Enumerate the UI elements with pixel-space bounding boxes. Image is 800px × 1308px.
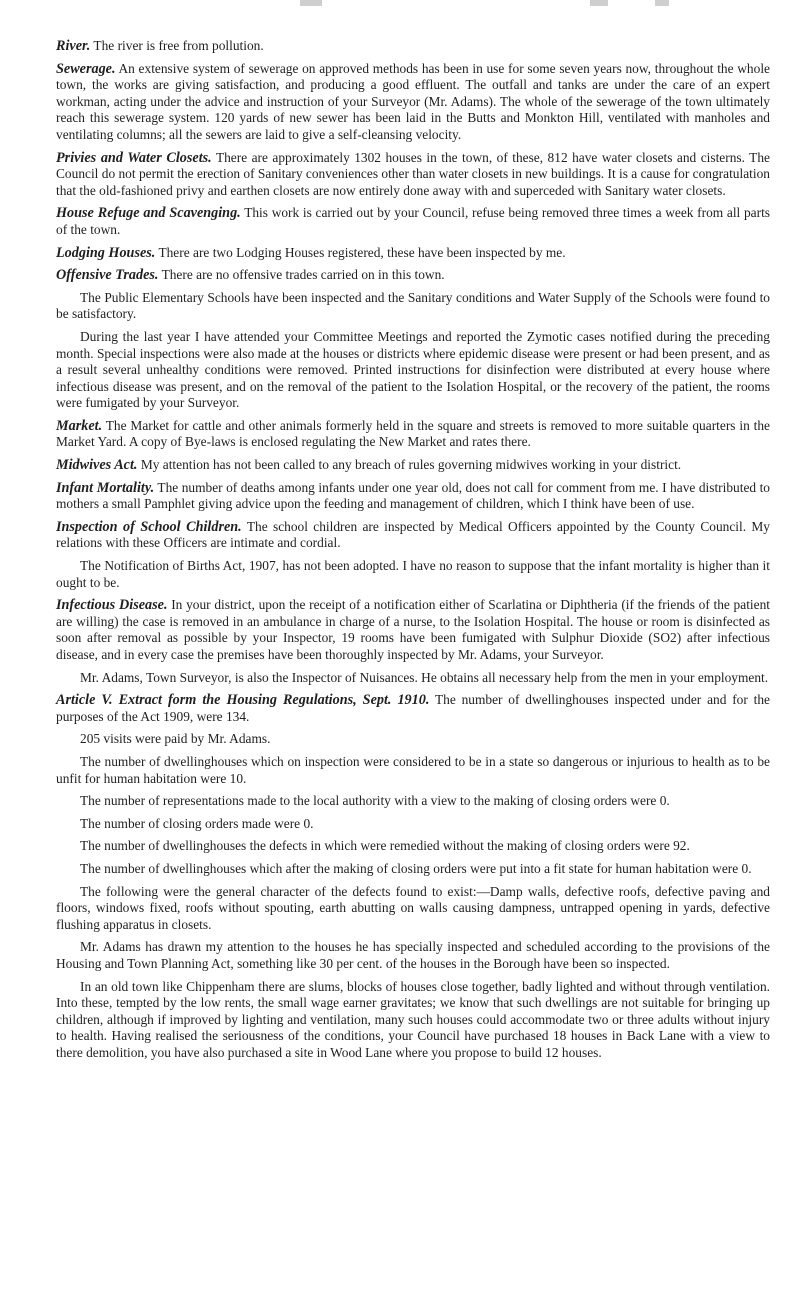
text-market: The Market for cattle and other animals formerly held in the square and streets is removed to more suitable quarters in the Market Yard. A copy of Bye-laws is enclosed regulating the New Market and rates there. xyxy=(56,417,770,450)
paragraph-midwives xyxy=(56,457,770,474)
heading-offensive: Offensive Trades. xyxy=(56,267,159,284)
paragraph-sewerage xyxy=(56,61,770,144)
heading-refuse: House Refuge and Scavenging. xyxy=(56,205,241,222)
heading-inspection: Inspection of School Children. xyxy=(56,518,242,535)
paragraph-unfit: The number of dwellinghouses which on inspection were considered to be in a state so dangerous or injurious to health as to be unfit for human habitation were 10. xyxy=(56,753,770,786)
heading-article: Article V. Extract form the Housing Regulations, Sept. 1910. xyxy=(56,692,430,709)
heading-privies: Privies and Water Closets. xyxy=(56,149,212,166)
text-lodging: There are two Lodging Houses registered, these have been inspected by me. xyxy=(158,244,566,260)
paragraph-representations: The number of representations made to the local authority with a view to the making of closing orders were 0. xyxy=(80,793,670,809)
scan-artifact xyxy=(590,0,608,6)
paragraph-offensive xyxy=(56,267,770,284)
scan-artifact xyxy=(655,0,669,6)
paragraph-lodging xyxy=(56,245,770,262)
paragraph-market xyxy=(56,418,770,451)
paragraph-closing-orders: The number of closing orders made were 0. xyxy=(80,815,314,831)
heading-infant: Infant Mortality. xyxy=(56,479,155,496)
text-privies: There are approximately 1302 houses in the town, of these, 812 have water closets and cisterns. The Council do not permit the erection of Sanitary conveniences other than water closets in new buildings. It is a cause for congratulation that the old-fashioned privy and earthen closets are now entirely done away with and superceded with Sanitary water closets. xyxy=(56,149,770,198)
text-midwives: My attention has not been called to any breach of rules governing midwives working in your district. xyxy=(140,457,682,473)
heading-infectious: Infectious Disease. xyxy=(56,597,168,614)
paragraph-schools: The Public Elementary Schools have been inspected and the Sanitary conditions and Water Supply of the Schools were found to be satisfactory. xyxy=(56,289,770,322)
text-sewerage: An extensive system of sewerage on approved methods has been in use for some seven years now, throughout the whole town, the works are giving satisfaction, and producing a good effluent. The outfall and tanks are under the care of an expert workman, acting under the advice and instruction of your Surveyor (Mr. Adams). The whole of the sewerage of the town ultimately reach this sewerage system. 120 yards of new sewer has been laid in the Butts and Monkton Hill, ventilated with manholes and ventilating columns; all the sewers are laid to give a self-cleansing velocity. xyxy=(56,60,770,142)
paragraph-article xyxy=(56,692,770,725)
paragraph-privies xyxy=(56,150,770,200)
text-refuse: This work is carried out by your Council, refuse being removed three times a week from all parts of the town. xyxy=(56,205,771,237)
paragraph-fit-state: The number of dwellinghouses which after the making of closing orders were put into a fit state for human habitation were 0. xyxy=(80,860,752,876)
text-article: The number of dwellinghouses inspected under and for the purposes of the Act 1909, were 134. xyxy=(56,692,770,724)
paragraph-births: The Notification of Births Act, 1907, has not been adopted. I have no reason to suppose that the infant mortality is higher than it ought to be. xyxy=(56,558,770,590)
paragraph-refuse xyxy=(56,205,770,238)
heading-market: Market. xyxy=(56,417,103,434)
text-offensive: There are no offensive trades carried on in this town. xyxy=(161,267,445,283)
paragraph-infant xyxy=(56,480,770,513)
text-inspection: The school children are inspected by Medical Officers appointed by the County Council. My relations with these Officers are intimate and cordial. xyxy=(56,518,771,551)
text-river: The river is free from pollution. xyxy=(93,38,264,53)
paragraph-infectious xyxy=(56,597,770,663)
paragraph-inspection xyxy=(56,519,770,552)
paragraph-visits: 205 visits were paid by Mr. Adams. xyxy=(80,731,271,747)
paragraph-defects: The following were the general character of the defects found to exist:—Damp walls, defective roofs, defective paving and floors, windows fixed, roofs without spouting, earth abutting on walls causing dampness, untrapped opening in yards, defective flushing apparatus in closets. xyxy=(56,883,770,932)
scan-artifact xyxy=(300,0,322,6)
paragraph-slums: In an old town like Chippenham there are slums, blocks of houses close together, badly lighted and without through ventilation. Into these, tempted by the low rents, the small wage earner gravitates; we know that such dwellings are not suitable for bringing up children, although if improved by lighting and ventilation, many such houses could accommodate two or three adults without injury to health. Having realised the seriousness of the conditions, your Council have purchased 18 houses in Back Lane with a view to there demolition, you have also purchased a site in Wood Lane where you propose to build 12 houses. xyxy=(56,978,770,1060)
paragraph-river xyxy=(56,38,770,55)
paragraph-nuisances: Mr. Adams, Town Surveyor, is also the Inspector of Nuisances. He obtains all necessary help from the men in your employment. xyxy=(80,669,769,685)
heading-midwives: Midwives Act. xyxy=(56,457,138,474)
heading-lodging: Lodging Houses. xyxy=(56,244,156,261)
heading-sewerage: Sewerage. xyxy=(56,60,116,77)
paragraph-planning: Mr. Adams has drawn my attention to the houses he has specially inspected and scheduled according to the provisions of the Housing and Town Planning Act, something like 30 per cent. of the houses in the Borough have been so inspected. xyxy=(56,939,770,971)
text-infant: The number of deaths among infants under one year old, does not call for comment from me. I have distributed to mothers a small Pamphlet giving advice upon the feeding and management of children, which I think have been of use. xyxy=(56,479,770,512)
paragraph-meetings: During the last year I have attended your Committee Meetings and reported the Zymotic cases notified during the preceding month. Special inspections were also made at the houses or districts where epidemic disease were present or had been present, and as a result several unhealthy conditions were removed. Printed instructions for disinfection were distributed at every house where infectious disease was present, and on the removal of the patient to the Isolation Hospital, or the recovery of the patient, the rooms were fumigated by your Surveyor. xyxy=(56,328,770,411)
paragraph-remedied: The number of dwellinghouses the defects in which were remedied without the making of closing orders were 92. xyxy=(80,838,690,854)
heading-river: River. xyxy=(56,38,91,54)
text-infectious: In your district, upon the receipt of a notification either of Scarlatina or Diphtheria (if the friends of the patient are willing) the case is removed in an ambulance in charge of a nurse, to the Isolation Hospital. The house or room is disinfected as soon after removal as possible by your Inspector, 19 rooms have been fumigated with Sulphur Dioxide (SO2) after infectious disease, and in every case the premises have been thoroughly inspected by Mr. Adams, your Surveyor. xyxy=(56,597,770,662)
